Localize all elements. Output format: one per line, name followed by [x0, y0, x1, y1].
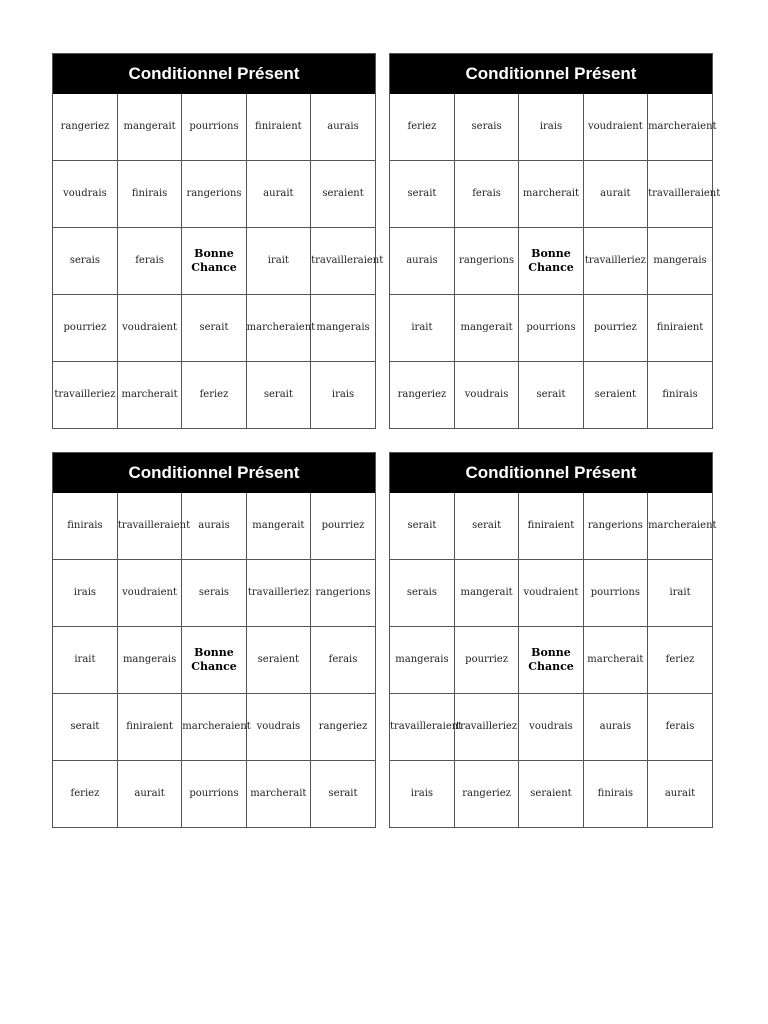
- grid-cell: finiraient: [648, 295, 712, 362]
- grid-cell: seraient: [246, 627, 310, 694]
- grid-cell: marcherait: [246, 761, 310, 828]
- grid-cell: irais: [311, 362, 375, 429]
- card-title: Conditionnel Présent: [390, 54, 712, 94]
- grid-cell: aurais: [182, 493, 246, 560]
- free-space-cell: Bonne Chance: [519, 228, 583, 295]
- grid-cell: irais: [390, 761, 454, 828]
- grid-cell: rangerions: [182, 161, 246, 228]
- grid-cell: rangeriez: [53, 94, 117, 161]
- grid-row: [390, 295, 712, 362]
- grid-row: [390, 694, 712, 761]
- grid-cell: serait: [390, 493, 454, 560]
- grid-cell: serais: [182, 560, 246, 627]
- grid-row: [53, 161, 375, 228]
- grid-cell: rangeriez: [454, 761, 518, 828]
- bingo-grid: [53, 94, 384, 428]
- grid-cell: aurait: [246, 161, 310, 228]
- grid-cell: travailleraient: [390, 694, 454, 761]
- grid-cell: finiraient: [117, 694, 181, 761]
- grid-cell: aurait: [117, 761, 181, 828]
- grid-row: [53, 761, 375, 828]
- grid-cell: mangerais: [311, 295, 375, 362]
- grid-cell: finiraient: [519, 493, 583, 560]
- bingo-card: [52, 452, 376, 828]
- grid-cell: marcherait: [583, 627, 647, 694]
- grid-row: [53, 493, 375, 560]
- grid-cell: serait: [519, 362, 583, 429]
- grid-row: [390, 627, 712, 694]
- grid-cell: mangerais: [117, 627, 181, 694]
- bingo-grid: [390, 94, 721, 428]
- grid-cell: irait: [246, 228, 310, 295]
- card-title: Conditionnel Présent: [53, 54, 375, 94]
- grid-cell: aurais: [311, 94, 375, 161]
- grid-cell: feriez: [648, 627, 712, 694]
- grid-cell: finirais: [648, 362, 712, 429]
- grid-cell: marcherait: [117, 362, 181, 429]
- grid-cell: ferais: [311, 627, 375, 694]
- bingo-grid: [53, 493, 375, 827]
- grid-row: [390, 161, 712, 228]
- grid-cell: irait: [390, 295, 454, 362]
- grid-cell: mangerait: [117, 94, 181, 161]
- grid-cell: finirais: [117, 161, 181, 228]
- grid-cell: mangerais: [390, 627, 454, 694]
- grid-row: [53, 295, 375, 362]
- grid-cell: marcheraient: [182, 694, 246, 761]
- grid-cell: seraient: [583, 362, 647, 429]
- grid-row: [390, 761, 712, 828]
- grid-cell: rangerions: [454, 228, 518, 295]
- grid-row: [390, 228, 712, 295]
- grid-row: [53, 694, 375, 761]
- grid-cell: pourrions: [583, 560, 647, 627]
- grid-cell: travailleraient: [648, 161, 712, 228]
- grid-cell: voudraient: [519, 560, 583, 627]
- grid-cell: mangerait: [454, 295, 518, 362]
- grid-cell: mangerais: [648, 228, 712, 295]
- grid-cell: aurait: [648, 761, 712, 828]
- grid-cell: voudrais: [454, 362, 518, 429]
- grid-row: [53, 627, 375, 694]
- grid-cell: feriez: [390, 94, 454, 161]
- grid-cell: mangerait: [454, 560, 518, 627]
- grid-cell: serait: [311, 761, 375, 828]
- grid-cell: rangeriez: [390, 362, 454, 429]
- bingo-card: [389, 452, 717, 828]
- grid-cell: feriez: [182, 362, 246, 429]
- grid-cell: pourrions: [182, 94, 246, 161]
- grid-row: [53, 228, 375, 295]
- grid-row: [53, 362, 375, 429]
- grid-cell: travailleriez: [454, 694, 518, 761]
- grid-cell: irait: [648, 560, 712, 627]
- grid-cell: irais: [53, 560, 117, 627]
- grid-cell: pourriez: [454, 627, 518, 694]
- grid-cell: aurais: [390, 228, 454, 295]
- grid-cell: rangerions: [583, 493, 647, 560]
- grid-cell: pourriez: [583, 295, 647, 362]
- grid-cell: voudrais: [519, 694, 583, 761]
- grid-row: [53, 94, 375, 161]
- grid-cell: serais: [53, 228, 117, 295]
- grid-cell: irait: [53, 627, 117, 694]
- grid-cell: aurais: [583, 694, 647, 761]
- grid-row: [390, 94, 712, 161]
- free-space-cell: Bonne Chance: [182, 627, 246, 694]
- free-space-cell: Bonne Chance: [182, 228, 246, 295]
- grid-cell: rangerions: [311, 560, 375, 627]
- grid-cell: serait: [390, 161, 454, 228]
- grid-cell: seraient: [519, 761, 583, 828]
- grid-cell: ferais: [454, 161, 518, 228]
- grid-cell: pourrions: [519, 295, 583, 362]
- bingo-card: [52, 53, 384, 429]
- card-title: Conditionnel Présent: [390, 453, 712, 493]
- grid-row: [53, 560, 375, 627]
- grid-cell: aurait: [583, 161, 647, 228]
- grid-row: [390, 362, 712, 429]
- grid-cell: irais: [519, 94, 583, 161]
- card-title: Conditionnel Présent: [53, 453, 375, 493]
- grid-cell: travailleriez: [53, 362, 117, 429]
- grid-cell: rangeriez: [311, 694, 375, 761]
- grid-cell: pourrions: [182, 761, 246, 828]
- grid-cell: travailleriez: [246, 560, 310, 627]
- grid-cell: voudraient: [117, 560, 181, 627]
- grid-cell: marcheraient: [246, 295, 310, 362]
- grid-cell: finirais: [53, 493, 117, 560]
- grid-cell: ferais: [648, 694, 712, 761]
- grid-cell: voudraient: [117, 295, 181, 362]
- grid-cell: serait: [53, 694, 117, 761]
- grid-cell: voudrais: [53, 161, 117, 228]
- grid-cell: travailleriez: [583, 228, 647, 295]
- grid-cell: pourriez: [53, 295, 117, 362]
- grid-cell: serais: [390, 560, 454, 627]
- grid-cell: marcheraient: [648, 493, 712, 560]
- grid-cell: mangerait: [246, 493, 310, 560]
- grid-cell: feriez: [53, 761, 117, 828]
- grid-cell: serait: [182, 295, 246, 362]
- grid-row: [390, 493, 712, 560]
- bingo-card: [389, 53, 721, 429]
- grid-cell: voudraient: [583, 94, 647, 161]
- grid-cell: finiraient: [246, 94, 310, 161]
- grid-cell: travailleraient: [311, 228, 375, 295]
- grid-cell: travailleraient: [117, 493, 181, 560]
- grid-row: [390, 560, 712, 627]
- grid-cell: finirais: [583, 761, 647, 828]
- grid-cell: marcheraient: [648, 94, 712, 161]
- free-space-cell: Bonne Chance: [519, 627, 583, 694]
- bingo-grid: [390, 493, 717, 827]
- grid-cell: ferais: [117, 228, 181, 295]
- grid-cell: serait: [454, 493, 518, 560]
- grid-cell: seraient: [311, 161, 375, 228]
- grid-cell: serais: [454, 94, 518, 161]
- grid-cell: pourriez: [311, 493, 375, 560]
- grid-cell: voudrais: [246, 694, 310, 761]
- grid-cell: marcherait: [519, 161, 583, 228]
- grid-cell: serait: [246, 362, 310, 429]
